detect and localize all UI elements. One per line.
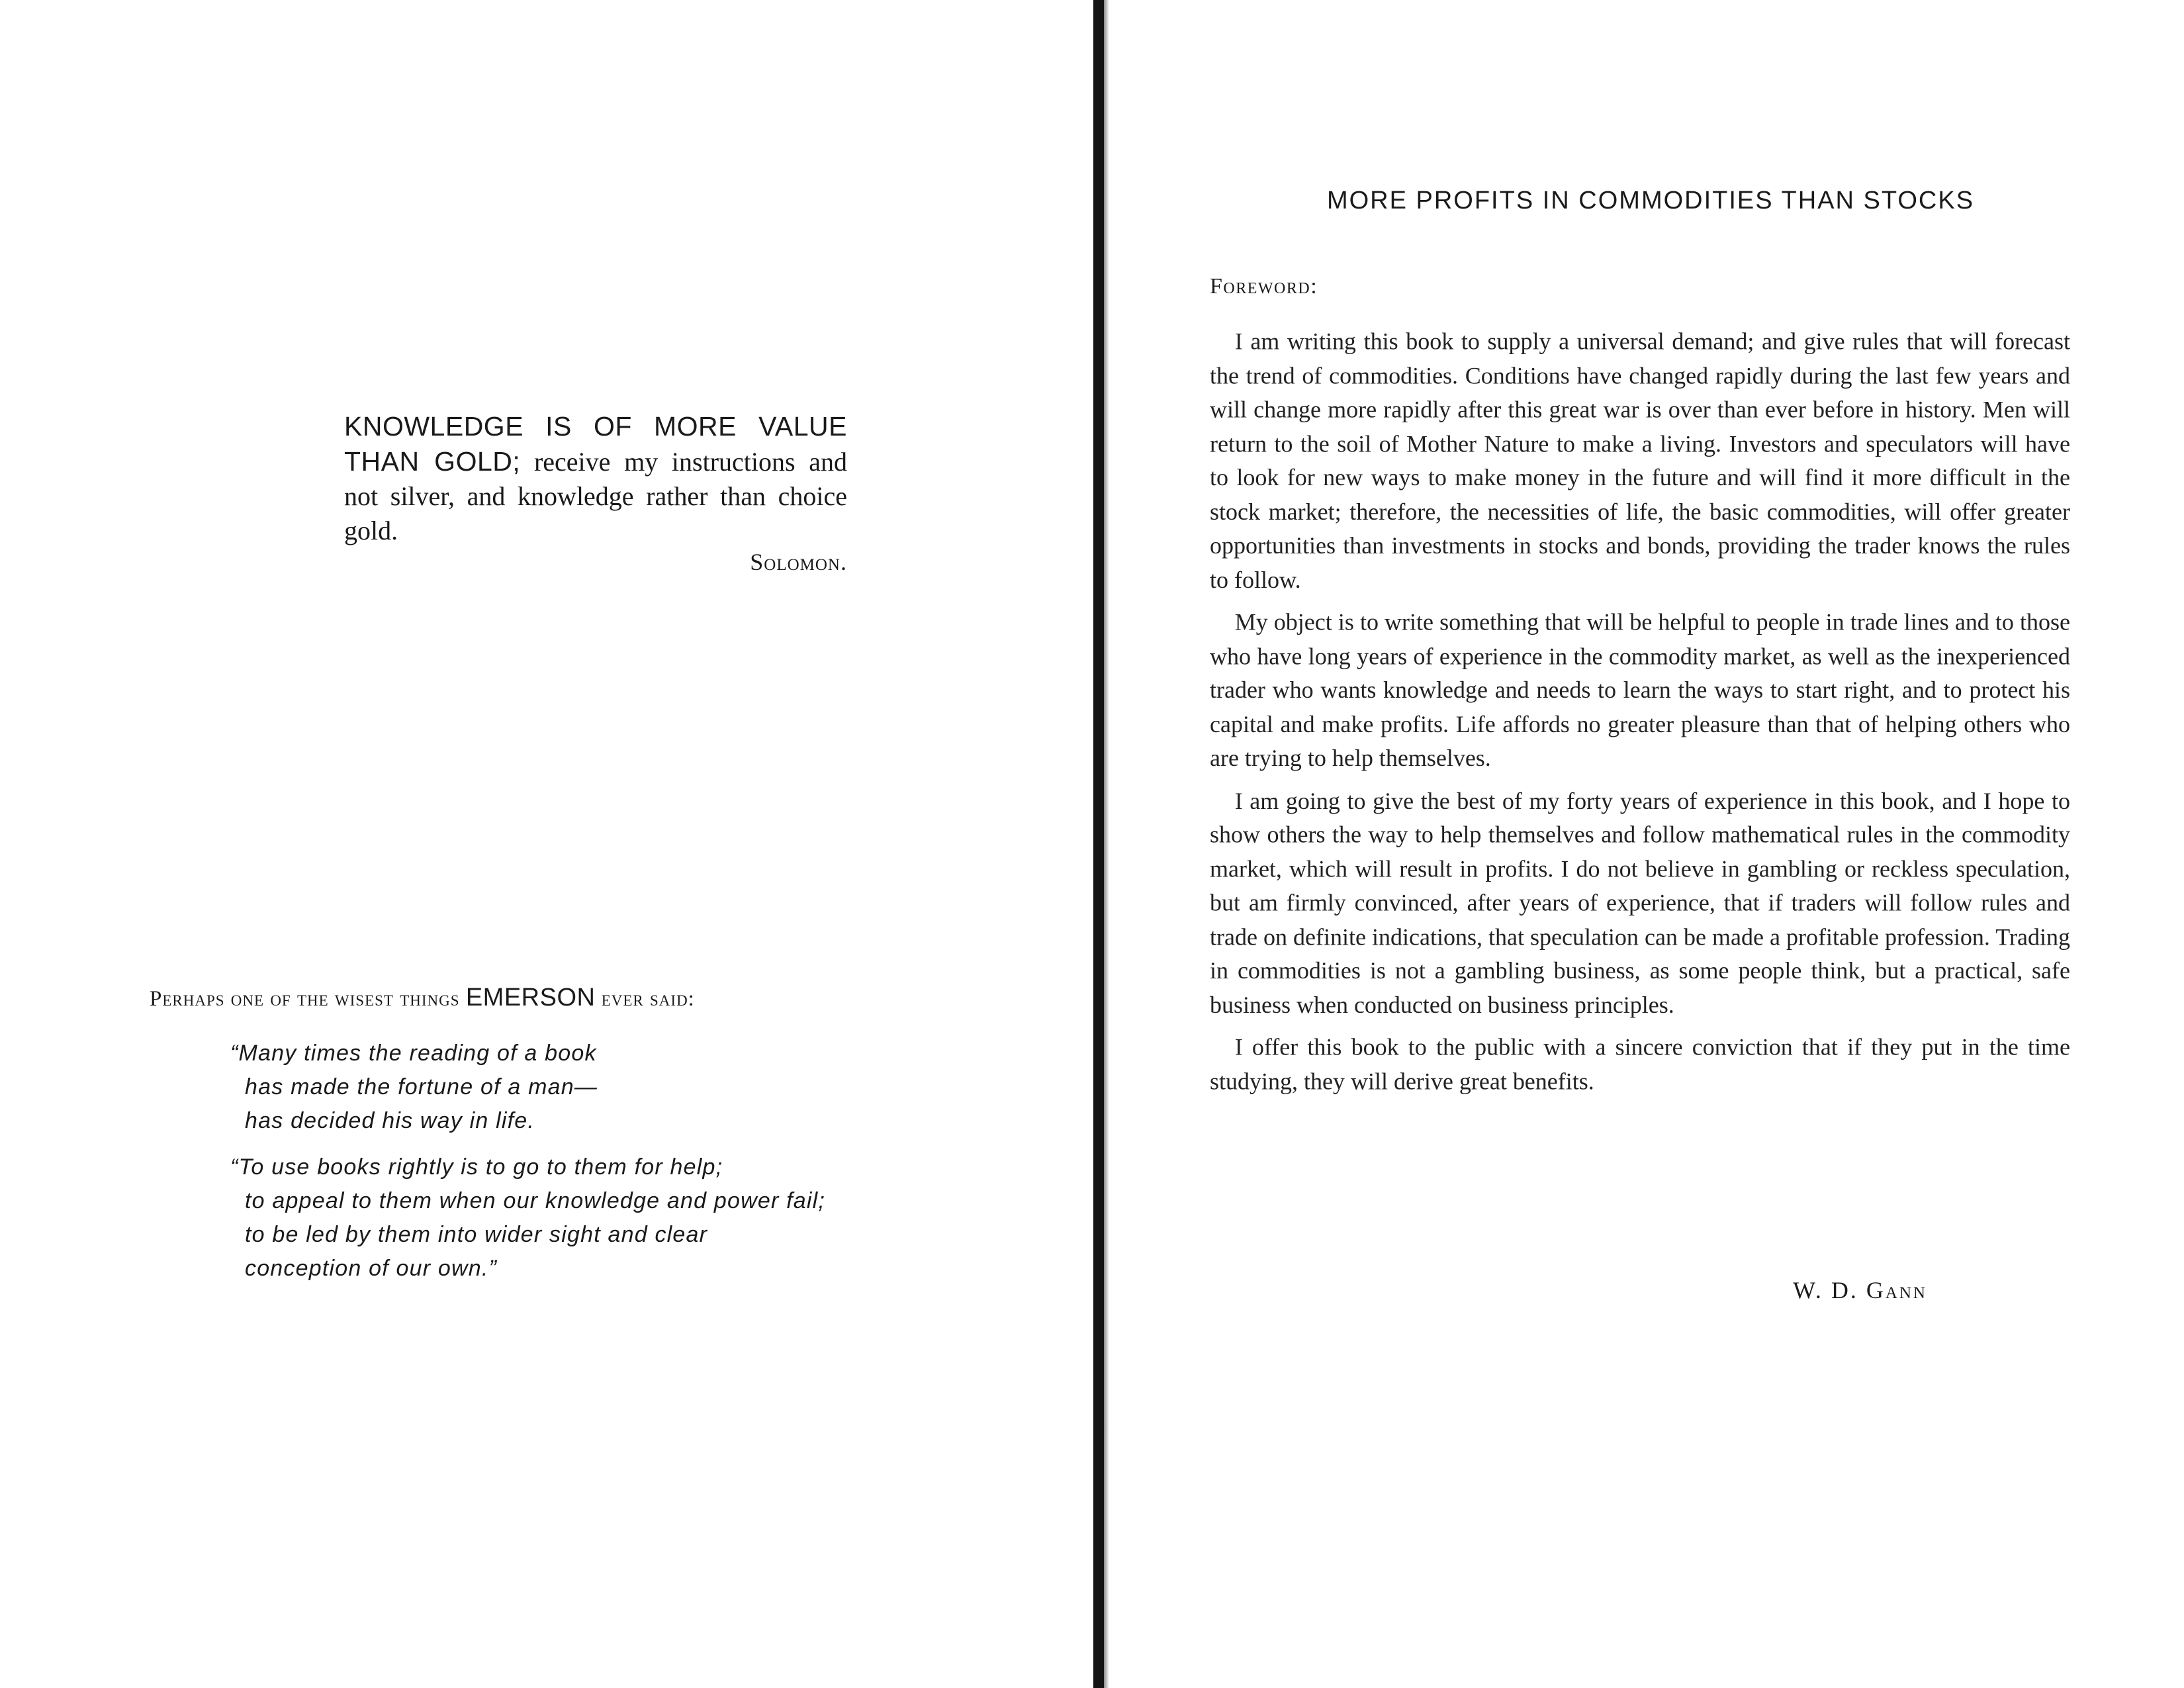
emerson-quote-1 bbox=[230, 1037, 991, 1138]
right-page bbox=[1107, 0, 2184, 1688]
emerson-heading bbox=[150, 984, 977, 1012]
quote-line: to be led by them into wider sight and clear bbox=[245, 1222, 708, 1247]
emerson-name: EMERSON bbox=[465, 984, 596, 1011]
foreword-label: Foreword: bbox=[1210, 274, 1318, 299]
emerson-heading-prefix: Perhaps one of the wisest things bbox=[150, 987, 466, 1011]
quote-line: “Many times the reading of a book bbox=[230, 1041, 597, 1066]
quote-line: has decided his way in life. bbox=[245, 1108, 535, 1133]
emerson-quote-2 bbox=[230, 1150, 991, 1286]
foreword-paragraph: I am going to give the best of my forty years of experience in this book, and I hope to show others the way to help themselves and follow mathematical rules in the commodity market, which will result in profits. I do not believe in gambling or reckless speculation, but am firmly convinced, after years of experience, that if traders will follow rules and trade on definite indications, that speculation can be made a profitable profession. Trading in commodities is not a gambling business, as some people think, but a practical, safe business when conducted on business principles. bbox=[1210, 786, 2070, 1018]
foreword-paragraph: I am writing this book to supply a universal demand; and give rules that will forecast the trend of commodities. Conditions have changed rapidly during the last few years and will change more rapidly after this great war is over than ever before in history. Men will return to the soil of Mother Nature to make a living. Investors and speculators will have to look for new ways to make money in the future and will find it more difficult in the stock market; therefore, the necessities of life, the basic commodities, will offer greater opportunities than investments in stocks and bonds, providing the trader knows the rules to follow. bbox=[1210, 328, 2070, 592]
foreword-paragraph: My object is to write something that will be helpful to people in trade lines and to those who have long years of experience in the commodity market, as well as the inexperienced trader who wants knowledge and needs to learn the ways to start right, and to protect his capital and make profits. Life affords no greater pleasure than that of helping others who are trying to help themselves. bbox=[1210, 608, 2070, 771]
foreword-paragraph: I offer this book to the public with a sincere conviction that if they put in the time studying, they will derive great benefits. bbox=[1210, 1033, 2070, 1094]
quote-line: has made the fortune of a man— bbox=[245, 1074, 598, 1100]
quote-line: “To use books rightly is to go to them for help; bbox=[230, 1154, 723, 1180]
book-title: MORE PROFITS IN COMMODITIES THAN STOCKS bbox=[1326, 187, 1975, 214]
solomon-attribution: Solomon. bbox=[750, 549, 847, 575]
solomon-quote-lead: KNOWLEDGE IS OF MORE VALUE THAN GOLD; bbox=[344, 411, 847, 477]
book-gutter bbox=[1093, 0, 1104, 1688]
quote-line: to appeal to them when our knowledge and power fail; bbox=[245, 1188, 826, 1213]
quote-line: conception of our own.” bbox=[245, 1256, 498, 1281]
foreword-body bbox=[1210, 324, 2070, 1107]
emerson-heading-suffix: ever said: bbox=[595, 987, 695, 1011]
solomon-quote bbox=[344, 409, 847, 548]
author-signature: W. D. Gann bbox=[1793, 1277, 1927, 1303]
solomon-quote-text: receive my instructions and not silver, and knowledge rather than choice gold. bbox=[344, 447, 847, 545]
